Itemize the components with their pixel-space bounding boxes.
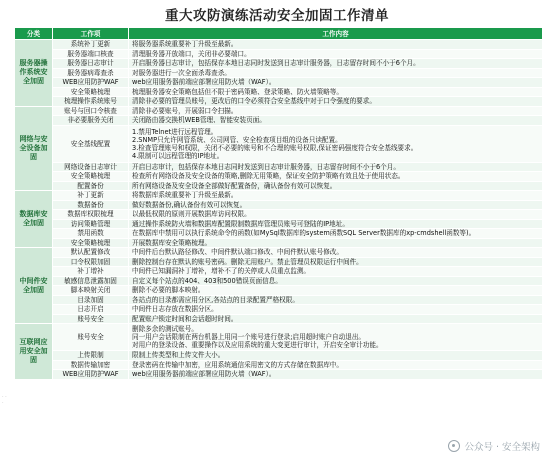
content-cell: 开展数据库安全策略梳理。 (129, 238, 543, 248)
content-cell: 删除多余的测试账号。 同一用户会话限制在两台机器上用同一个账号进行登录;启用超时账户自动退出。 对用户的登录设备、重要操作以及应用系统的重大变更进行审计，开启安全审计功能。 (129, 324, 543, 351)
content-cell: 中间件后台默认路径修改、中间件默认端口修改、中间件默认账号修改。 (129, 248, 543, 258)
content-cell: 配置账户锁定时间和会话超时时间。 (129, 314, 543, 324)
item-cell: WEB应用防护WAF (53, 78, 129, 88)
content-cell: 限制上传类型和上传文件大小。 (129, 351, 543, 361)
table-row (15, 305, 543, 315)
content-cell: 将服务器系统重要补丁升级至最新。 (129, 40, 543, 50)
table-row (15, 248, 543, 258)
item-cell: 脚本映射关闭 (53, 286, 129, 296)
category-cell: 网络与安全设备加固 (15, 106, 53, 191)
item-cell: 目录加固 (53, 295, 129, 305)
item-cell: 数据备份 (53, 200, 129, 210)
content-cell: 清除非必要账号，开展弱口令扫描。 (129, 106, 543, 116)
content-cell: web应用服务器前端应部署应用防火墙（WAF）。 (129, 370, 543, 380)
table-header-row (15, 28, 543, 40)
item-cell: 服务器病毒查杀 (53, 68, 129, 78)
item-cell: 账号与回口令核查 (53, 106, 129, 116)
table-row (15, 49, 543, 59)
item-cell: 非必要服务关闭 (53, 116, 129, 126)
table-row (15, 116, 543, 126)
item-cell: 访问策略管理 (53, 219, 129, 229)
item-cell: 安全策略梳理 (53, 172, 129, 182)
content-cell: 所有网络设备及安全设备全部做好配置备份，确认备份有效可以恢复。 (129, 181, 543, 191)
item-cell: WEB应用防护WAF (53, 370, 129, 380)
table-row (15, 162, 543, 172)
item-cell: 默认配置修改 (53, 248, 129, 258)
content-cell: 1.禁用Telnet进行远程管理。 2.SNMP只允许网管系统、公司网管、安全检查项目组的设备只读配置。 3.检查管理账号和权限，关闭不必要的账号和不合理的账号权限,保证密码强度符合安全基线要求。 4.限制可以远程管理的IP地址。 (129, 125, 543, 162)
content-cell: 中间件日志存放在数据分区。 (129, 305, 543, 315)
content-cell: 自定义每个站点的404、403和500错误页面信息。 (129, 276, 543, 286)
content-cell: 关闭路由器交换机WEB管理、智能安装页面。 (129, 116, 543, 126)
table-row (15, 238, 543, 248)
table-body (15, 40, 543, 380)
item-cell: 数据库权限梳理 (53, 210, 129, 220)
content-cell: 梳理服务器安全策略包括但不限于密码策略、登录策略、防火墙策略等。 (129, 87, 543, 97)
content-cell: 通过操作系统防火墙和数据库配置限制数据库管理员账号可登陆的IP地址。 (129, 219, 543, 229)
content-cell: 清除非必要的管理员账号，更改后的口令必须符合安全基线中对于口令强度的要求。 (129, 97, 543, 107)
table-row (15, 181, 543, 191)
table-row (15, 276, 543, 286)
content-cell: 以最低权限的原则开展数据库访问权限。 (129, 210, 543, 220)
content-cell: 检查所有网络设备及安全设备的策略,删除无用策略，保证安全防护策略有效且处于使用状态。 (129, 172, 543, 182)
content-cell: 中间件已知漏洞补丁增补，增补不了的关停或人员重点监测。 (129, 267, 543, 277)
item-cell: 补丁增补 (53, 267, 129, 277)
table-row (15, 68, 543, 78)
content-cell: 删除不必要的脚本映射。 (129, 286, 543, 296)
table-row (15, 97, 543, 107)
table-row (15, 40, 543, 50)
watermark-text: 公众号 · 安全架构 (464, 442, 540, 453)
table-row (15, 210, 543, 220)
category-cell: 数据库安全加固 (15, 191, 53, 248)
item-cell: 安全策略梳理 (53, 238, 129, 248)
content-cell: 在数据库中禁用可以执行系统命令的函数(如MySql数据库的system函数SQL Server数据库的xp-cmdshell函数等)。 (129, 229, 543, 239)
table-row (15, 200, 543, 210)
table-row (15, 229, 543, 239)
checklist-table-container (14, 27, 542, 380)
table-row (15, 125, 543, 162)
category-cell: 互联网应用安全加固 (15, 324, 53, 380)
table-row (15, 360, 543, 370)
table-row (15, 370, 543, 380)
item-cell: 配置备份 (53, 181, 129, 191)
item-cell: 安全策略梳理 (53, 87, 129, 97)
table-row (15, 172, 543, 182)
content-cell: 清理服务器开放端口，关闭非必要端口。 (129, 49, 543, 59)
content-cell: 对服务器进行一次全面杀毒查杀。 (129, 68, 543, 78)
table-row (15, 106, 543, 116)
item-cell: 系统补丁更新 (53, 40, 129, 50)
table-row (15, 324, 543, 351)
content-cell: 删除控制台存在默认的账号密码。删除无用账户。禁止管理员权限运行中间件。 (129, 257, 543, 267)
page-title: 重大攻防演练活动安全加固工作清单 (165, 8, 389, 24)
item-cell: 梳理操作系统账号 (53, 97, 129, 107)
header-category: 分类 (15, 28, 53, 40)
table-row (15, 78, 543, 88)
header-item: 工作项 (53, 28, 129, 40)
item-cell: 日志开启 (53, 305, 129, 315)
item-cell: 上传限制 (53, 351, 129, 361)
checklist-table (14, 27, 543, 380)
table-row (15, 219, 543, 229)
item-cell: 服务器日志审计 (53, 59, 129, 69)
item-cell: 补丁更新 (53, 191, 129, 201)
table-row (15, 87, 543, 97)
content-cell: 开启服务器日志审计，包括保存本地日志同时发送到日志审计服务器，日志留存时间不小于6个月。 (129, 59, 543, 69)
item-cell: 账号安全 (53, 324, 129, 351)
watermark (448, 439, 540, 453)
content-cell: 各站点的目录都需应用分区,各站点的目录配置严格权限。 (129, 295, 543, 305)
wechat-icon (448, 440, 460, 452)
item-cell: 安全基线配置 (53, 125, 129, 162)
item-cell: 网络设备日志审计 (53, 162, 129, 172)
item-cell: 禁用函数 (53, 229, 129, 239)
item-cell: 服务器端口核查 (53, 49, 129, 59)
item-cell: 数据传输加密 (53, 360, 129, 370)
category-cell: 服务器操作系统安全加固 (15, 40, 53, 107)
content-cell: web应用服务器前端应部署应用防火墙（WAF）。 (129, 78, 543, 88)
table-row (15, 59, 543, 69)
table-row (15, 267, 543, 277)
decorative-dots: · · · (2, 394, 7, 406)
header-content: 工作内容 (129, 28, 543, 40)
item-cell: 口令权限加固 (53, 257, 129, 267)
category-cell: 中间件安全加固 (15, 248, 53, 324)
item-cell: 账号安全 (53, 314, 129, 324)
table-row (15, 295, 543, 305)
content-cell: 将数据库系统重要补丁升级至最新。 (129, 191, 543, 201)
item-cell: 敏感信息泄露加固 (53, 276, 129, 286)
table-row (15, 191, 543, 201)
content-cell: 登录密码在传输中加密，应用系统通信采用密文的方式存储在数据库中。 (129, 360, 543, 370)
table-row (15, 351, 543, 361)
content-cell: 开启日志审计，包括保存本地日志同时发送到日志审计服务器，日志留存时间不小于6个月。 (129, 162, 543, 172)
table-row (15, 286, 543, 296)
table-row (15, 257, 543, 267)
table-row (15, 314, 543, 324)
content-cell: 做好数据备份,确认备份有效可以恢复。 (129, 200, 543, 210)
